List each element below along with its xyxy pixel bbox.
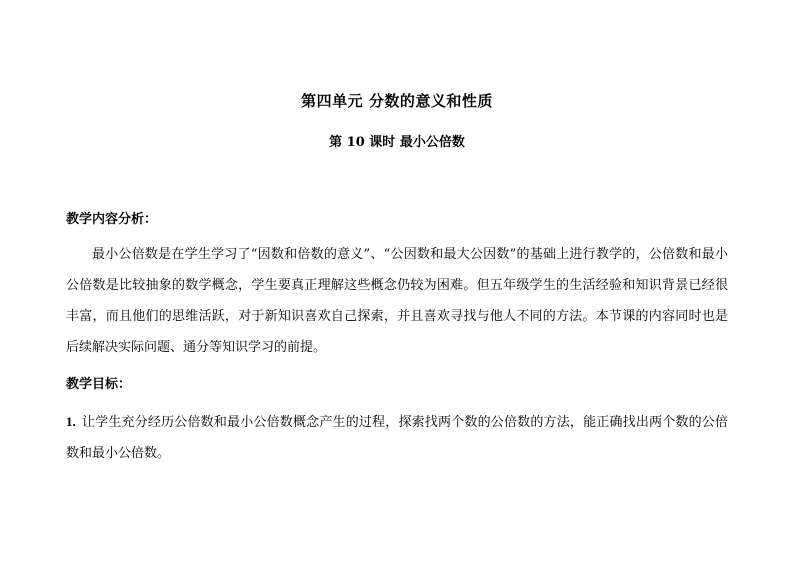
analysis-paragraph: 最小公倍数是在学生学习了“因数和倍数的意义”、“公因数和最大公因数”的基础上进行教学的，公倍数和最小公倍数是比较抽象的数学概念，学生要真正理解这些概念仍较为困难。但五年级学生的生活经验和知识背景已经很丰富，而且他们的思维活跃，对于新知识喜欢自己探索，并且喜欢寻找与他人不同的方法。本节课的内容同时也是后续解决实际问题、通分等知识学习的前提。 [66,247,728,355]
objective-number: 1. [66,414,76,429]
lesson-subtitle: 第 10 课时 最小公倍数 [329,135,465,150]
analysis-heading: 教学内容分析： [66,212,158,227]
objectives-heading: 教学目标： [66,377,132,392]
objective-text: 让学生充分经历公倍数和最小公倍数概念产生的过程，探索找两个数的公倍数的方法，能正确找出两个数的公倍数和最小公倍数。 [66,415,728,461]
objective-item [66,406,728,469]
unit-title: 第四单元 分数的意义和性质 [301,92,493,110]
